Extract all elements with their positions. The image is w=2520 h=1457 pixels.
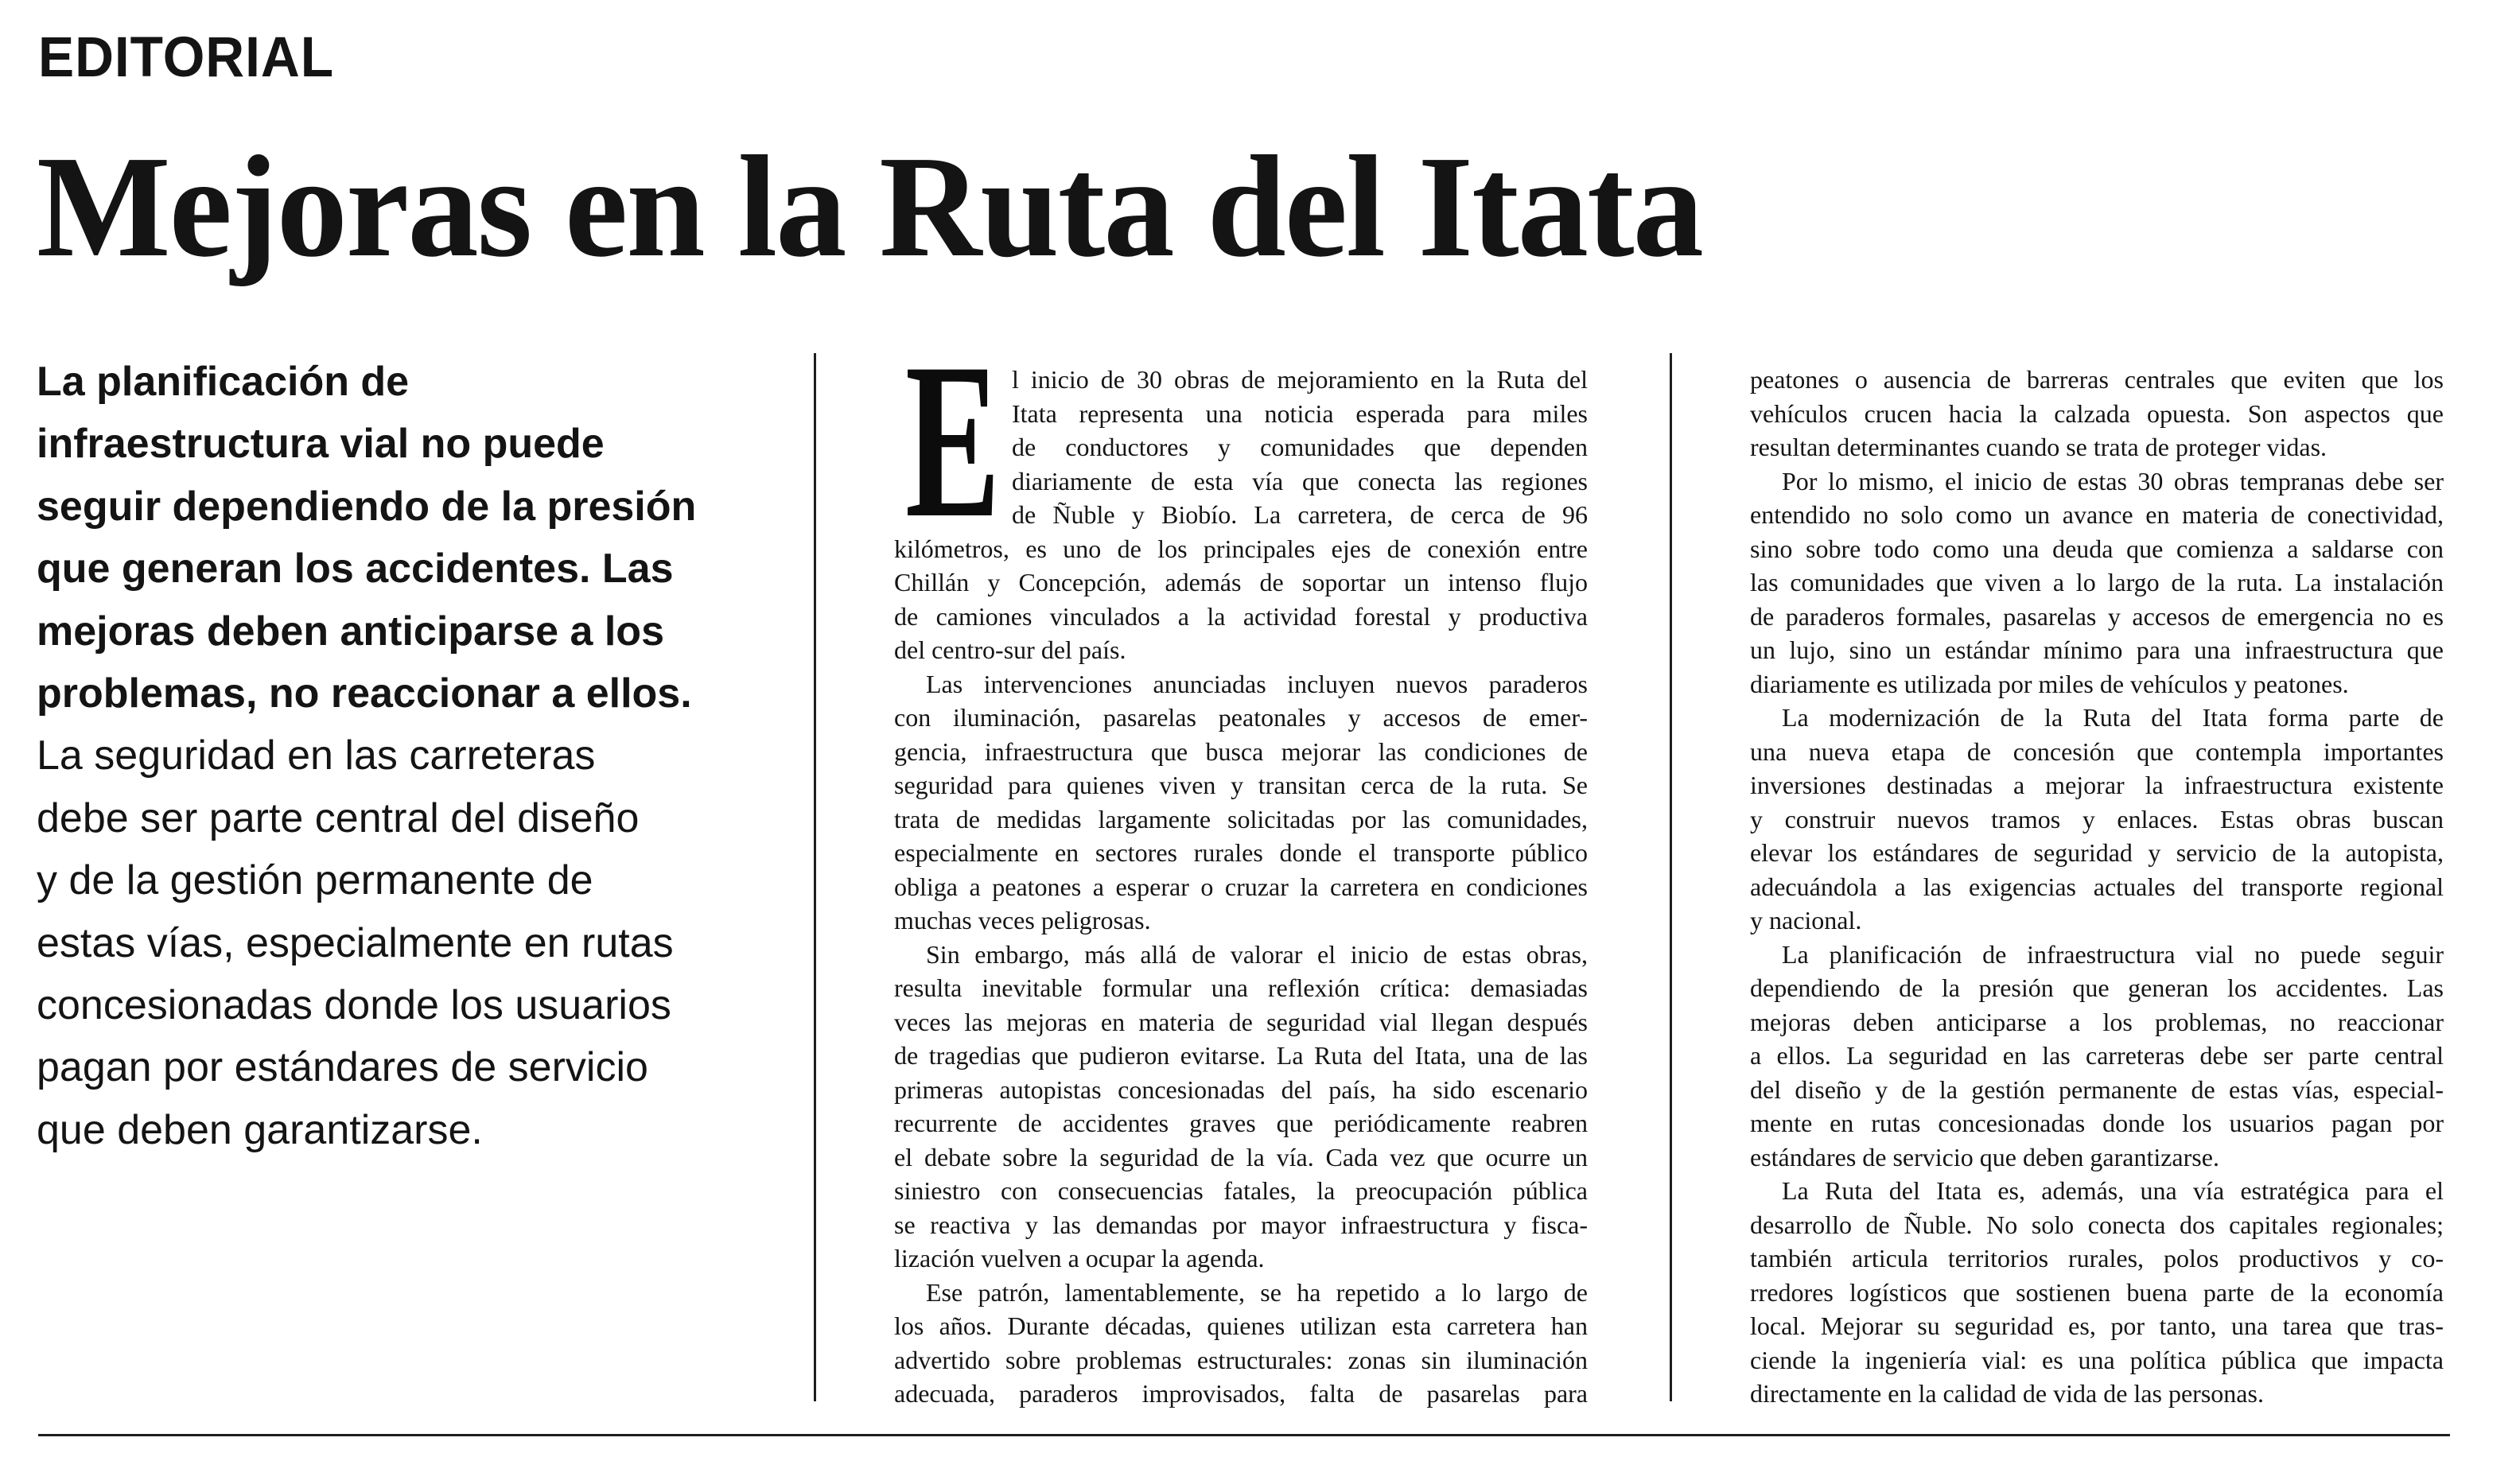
body-line: [894, 1174, 1588, 1208]
body-line: [1012, 397, 1588, 431]
body-paragraph: [1750, 464, 2444, 701]
body-line-text: Chillán y Concepción, además de soportar un intenso flujo: [894, 568, 1588, 596]
body-line: [1750, 1106, 2444, 1140]
headline: [37, 127, 1702, 286]
body-line-text: veces las mejoras en materia de seguridad vial llegan después: [894, 1007, 1588, 1036]
body-line: [1750, 430, 2444, 464]
body-line-text: recurrente de accidentes graves que periódicamente reabren: [894, 1109, 1588, 1137]
body-line: [1750, 802, 2444, 837]
body-line-text: especialmente en sectores rurales donde el transporte público: [894, 838, 1588, 867]
body-line: [894, 565, 1588, 600]
lead-line-text: estas vías, especialmente en rutas: [37, 919, 674, 966]
body-line-text: inversiones destinadas a mejorar la infraestructura existente: [1750, 771, 2444, 799]
body-line-text: resulta inevitable formular una reflexión crítica: demasiadas: [894, 973, 1588, 1002]
body-line-text: Ese patrón, lamentablemente, se ha repetido a lo largo de: [926, 1277, 1588, 1307]
body-line: [1750, 1343, 2444, 1377]
body-line: [1012, 430, 1588, 464]
lead-bold-line-text: infraestructura vial no puede: [37, 421, 605, 468]
body-line: [894, 701, 1588, 735]
lead-bold-line: [37, 476, 737, 538]
body-line-text: gencia, infraestructura que busca mejorar las condiciones de: [894, 736, 1588, 766]
body-line-text: advertido sobre problemas estructurales: zonas sin iluminación: [894, 1345, 1588, 1374]
body-line-text: diariamente es utilizada por miles de vehículos y peatones.: [1750, 669, 2349, 698]
body-line: [1750, 600, 2444, 634]
lead-line-text: que deben garantizarse.: [37, 1106, 483, 1153]
body-line-text: La modernización de la Ruta del Itata forma parte de: [1782, 703, 2444, 732]
body-line: [1750, 1309, 2444, 1343]
body-line-text: con iluminación, pasarelas peatonales y accesos de emer-: [894, 703, 1588, 732]
body-line-text: estándares de servicio que deben garantizarse.: [1750, 1142, 2219, 1171]
body-line-text: a ellos. La seguridad en las carreteras debe ser parte central: [1750, 1041, 2444, 1070]
body-line: [1750, 397, 2444, 431]
body-line: [894, 1106, 1588, 1140]
body-line-text: diariamente de esta vía que conecta las regiones: [1012, 466, 1588, 495]
body-line: [1012, 498, 1588, 532]
lead-bold-line-text: seguir dependiendo de la presión: [37, 483, 697, 530]
body-line: [894, 1208, 1588, 1242]
body-line: [1750, 1377, 2444, 1411]
body-line-text: se reactiva y las demandas por mayor infraestructura y fisca-: [894, 1210, 1588, 1239]
lead-line: [37, 849, 737, 911]
body-line-text: un lujo, sino un estándar mínimo para una infraestructura que: [1750, 635, 2444, 664]
lead-summary: [37, 351, 737, 1161]
body-line: [1750, 903, 2444, 938]
body-line-text: Por lo mismo, el inicio de estas 30 obras tempranas debe ser: [1782, 466, 2444, 495]
body-line: [1782, 1174, 2444, 1208]
lead-bold-line-text: que generan los accidentes. Las: [37, 546, 674, 593]
body-line-text: rredores logísticos que sostienen buena parte de la economía: [1750, 1277, 2444, 1307]
body-line: [894, 1073, 1588, 1107]
body-paragraph: [894, 667, 1588, 938]
body-line: [1012, 363, 1588, 397]
body-column-1: [894, 363, 1588, 1411]
body-line: [1750, 1039, 2444, 1073]
lead-line: [37, 1036, 737, 1098]
body-line-text: de Ñuble y Biobío. La carretera, de cerca de 96: [1012, 500, 1588, 529]
body-line: [1782, 938, 2444, 972]
body-line: [1750, 1073, 2444, 1107]
body-line-text: de tragedias que pudieron evitarse. La Ruta del Itata, una de las: [894, 1041, 1588, 1070]
lead-line-text: pagan por estándares de servicio: [37, 1044, 648, 1091]
body-line-text: elevar los estándares de seguridad y servicio de la autopista,: [1750, 838, 2444, 867]
body-line-text: directamente en la calidad de vida de las personas.: [1750, 1379, 2264, 1408]
body-line-text: lización vuelven a ocupar la agenda.: [894, 1244, 1265, 1272]
body-line: [894, 1377, 1588, 1411]
body-paragraph: [894, 1276, 1588, 1411]
body-column-2: [1750, 363, 2444, 1411]
body-line-text: vehículos crucen hacia la calzada opuesta. Son aspectos que: [1750, 398, 2444, 428]
body-line: [1750, 768, 2444, 802]
body-line-text: las comunidades que viven a lo largo de la ruta. La instalación: [1750, 568, 2444, 596]
body-line-text: ciende la ingeniería vial: es una política pública que impacta: [1750, 1345, 2444, 1374]
body-line-text: mente en rutas concesionadas donde los usuarios pagan por: [1750, 1109, 2444, 1137]
body-line: [1750, 633, 2444, 667]
body-paragraph: [1750, 1174, 2444, 1411]
body-line: [1012, 464, 1588, 499]
body-line: [926, 1276, 1588, 1310]
body-line: [894, 633, 1588, 667]
body-line-text: mejoras deben anticiparse a los problemas, no reaccionar: [1750, 1007, 2444, 1036]
body-line: [894, 802, 1588, 837]
body-line-text: l inicio de 30 obras de mejoramiento en la Ruta del: [1012, 365, 1588, 394]
body-line-text: Sin embargo, más allá de valorar el inicio de estas obras,: [926, 939, 1588, 969]
body-line: [894, 1039, 1588, 1073]
bottom-rule: [38, 1434, 2450, 1436]
body-line: [894, 870, 1588, 904]
lead-line: [37, 787, 737, 849]
lead-line-text: y de la gestión permanente de: [37, 857, 593, 904]
body-line: [1750, 870, 2444, 904]
body-paragraph: [1750, 363, 2444, 464]
lead-bold-line-text: problemas, no reaccionar a ellos.: [37, 670, 692, 717]
drop-cap: E: [905, 317, 1001, 564]
body-line: [1750, 498, 2444, 532]
body-line: [894, 836, 1588, 870]
lead-bold-line-text: mejoras deben anticiparse a los: [37, 608, 664, 655]
lead-line-text: concesionadas donde los usuarios: [37, 981, 671, 1028]
lead-line-text: debe ser parte central del diseño: [37, 795, 640, 841]
body-line-text: Itata representa una noticia esperada para miles: [1012, 398, 1588, 428]
lead-bold-line: [37, 600, 737, 662]
body-line-text: trata de medidas largamente solicitadas por las comunidades,: [894, 804, 1588, 833]
body-line-text: kilómetros, es uno de los principales ejes de conexión entre: [894, 534, 1588, 563]
body-line: [1750, 532, 2444, 566]
body-line: [894, 903, 1588, 938]
body-line: [1750, 836, 2444, 870]
body-line: [894, 1140, 1588, 1175]
body-line: [894, 735, 1588, 769]
body-line-text: de camiones vinculados a la actividad forestal y productiva: [894, 601, 1588, 631]
body-line: [1750, 1241, 2444, 1276]
body-line-text: dependiendo de la presión que generan los accidentes. Las: [1750, 973, 2444, 1002]
body-paragraph: [1750, 938, 2444, 1175]
body-line: [894, 1309, 1588, 1343]
body-line: [1750, 363, 2444, 397]
body-line: [926, 667, 1588, 701]
body-line-text: local. Mejorar su seguridad es, por tanto, una tarea que tras-: [1750, 1311, 2444, 1340]
body-line: [1750, 1140, 2444, 1175]
body-line-text: entendido no solo como un avance en materia de conectividad,: [1750, 500, 2444, 529]
body-line: [1750, 565, 2444, 600]
lead-bold-line-text: La planificación de: [37, 359, 410, 405]
body-line: [1750, 971, 2444, 1005]
body-line-text: adecuándola a las exigencias actuales del transporte regional: [1750, 872, 2444, 901]
body-line: [1750, 735, 2444, 769]
lead-line: [37, 725, 737, 787]
body-line-text: seguridad para quienes viven y transitan cerca de la ruta. Se: [894, 771, 1588, 799]
column-divider: [814, 353, 816, 1401]
body-line: [1750, 1208, 2444, 1242]
body-line-text: una nueva etapa de concesión que contempla importantes: [1750, 736, 2444, 766]
body-line-text: La planificación de infraestructura vial no puede seguir: [1782, 939, 2444, 969]
body-paragraph: [1750, 701, 2444, 938]
lead-line: [37, 974, 737, 1036]
body-line: [894, 971, 1588, 1005]
body-line-text: y construir nuevos tramos y enlaces. Estas obras buscan: [1750, 804, 2444, 833]
body-line-text: siniestro con consecuencias fatales, la preocupación pública: [894, 1176, 1588, 1205]
body-line: [1782, 464, 2444, 499]
body-line-text: desarrollo de Ñuble. No solo conecta dos capitales regionales;: [1750, 1210, 2444, 1239]
body-paragraph: [894, 938, 1588, 1276]
section-label-text: EDITORIAL: [38, 26, 334, 89]
headline-text: Mejoras en la Ruta del Itata: [37, 126, 1702, 287]
body-line: [926, 938, 1588, 972]
body-line-text: también articula territorios rurales, polos productivos y co-: [1750, 1244, 2444, 1272]
body-line-text: de paraderos formales, pasarelas y accesos de emergencia no es: [1750, 601, 2444, 631]
lead-line-text: La seguridad en las carreteras: [37, 732, 596, 779]
lead-line: [37, 1099, 737, 1161]
body-paragraph: [894, 363, 1588, 667]
body-line: [894, 600, 1588, 634]
body-line-text: resultan determinantes cuando se trata de proteger vidas.: [1750, 433, 2328, 461]
body-line-text: el debate sobre la seguridad de la vía. Cada vez que ocurre un: [894, 1142, 1588, 1171]
body-line: [894, 1241, 1588, 1276]
body-line: [1750, 1276, 2444, 1310]
body-line: [894, 1005, 1588, 1039]
body-line: [894, 532, 1588, 566]
body-line-text: y nacional.: [1750, 906, 1862, 934]
body-line-text: primeras autopistas concesionadas del país, ha sido escenario: [894, 1074, 1588, 1104]
lead-bold-line: [37, 413, 737, 475]
lead-bold-line: [37, 538, 737, 600]
body-line-text: obliga a peatones a esperar o cruzar la carretera en condiciones: [894, 872, 1588, 901]
lead-line: [37, 912, 737, 974]
body-line-text: los años. Durante décadas, quienes utilizan esta carretera han: [894, 1311, 1588, 1340]
lead-bold-line: [37, 351, 737, 413]
body-line-text: Las intervenciones anunciadas incluyen nuevos paraderos: [926, 669, 1588, 698]
body-line-text: adecuada, paraderos improvisados, falta de pasarelas para: [894, 1379, 1588, 1408]
section-label: [38, 26, 334, 90]
body-line: [1782, 701, 2444, 735]
body-line-text: del centro-sur del país.: [894, 635, 1126, 664]
body-line: [894, 1343, 1588, 1377]
body-line-text: La Ruta del Itata es, además, una vía estratégica para el: [1782, 1176, 2444, 1205]
body-line: [1750, 667, 2444, 701]
body-line-text: muchas veces peligrosas.: [894, 906, 1151, 934]
body-line-text: de conductores y comunidades que dependen: [1012, 433, 1588, 461]
lead-bold-line: [37, 662, 737, 725]
body-line-text: sino sobre todo como una deuda que comienza a saldarse con: [1750, 534, 2444, 563]
body-line: [894, 768, 1588, 802]
column-divider: [1670, 353, 1672, 1401]
body-line: [1750, 1005, 2444, 1039]
body-line-text: peatones o ausencia de barreras centrales que eviten que los: [1750, 365, 2444, 394]
body-line-text: del diseño y de la gestión permanente de estas vías, especial-: [1750, 1074, 2444, 1104]
